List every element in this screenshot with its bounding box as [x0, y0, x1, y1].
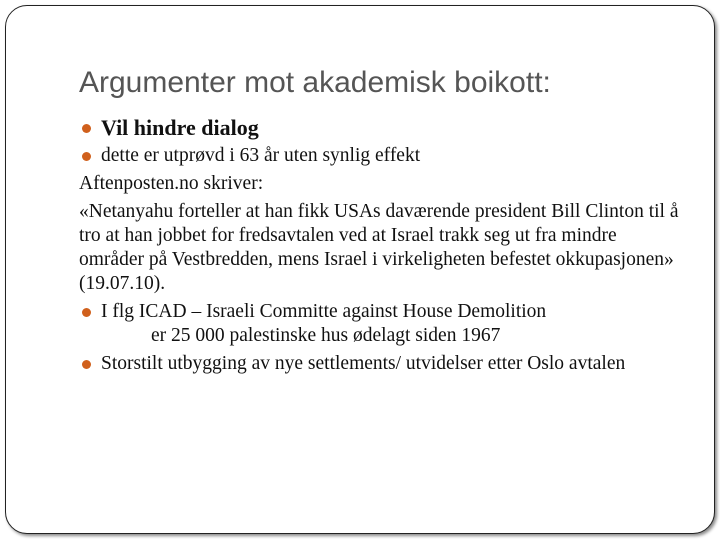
bullet-text: I flg ICAD – Israeli Committe against House Demolition — [101, 301, 547, 322]
bullet-item — [79, 116, 679, 140]
bullet-icon — [82, 308, 91, 317]
indented-text: er 25 000 palestinske hus ødelagt siden 1967 — [151, 325, 501, 346]
slide-body — [79, 116, 679, 380]
bullet-text: Vil hindre dialog — [101, 115, 259, 140]
slide-title: Argumenter mot akademisk boikott: — [79, 66, 551, 99]
bullet-icon — [82, 124, 91, 133]
bullet-text: Storstilt utbygging av nye settlements/ utvidelser etter Oslo avtalen — [101, 353, 626, 374]
bullet-icon — [82, 152, 91, 161]
bullet-text: dette er utprøvd i 63 år uten synlig effekt — [101, 145, 421, 166]
bullet-item — [79, 144, 679, 168]
bullet-item — [79, 300, 679, 324]
bullet-icon — [82, 360, 91, 369]
quote-paragraph: «Netanyahu forteller at han fikk USAs daværende president Bill Clinton til å tro at han jobbet for fredsavtalen ved at Israel trakk seg ut fra mindre områder på Vestbredden, mens Israel i virkeligheten befestet okkupasjonen» (19.07.10). — [79, 201, 679, 294]
bullet-item — [79, 352, 679, 376]
paragraph: Aftenposten.no skriver: — [79, 173, 264, 194]
